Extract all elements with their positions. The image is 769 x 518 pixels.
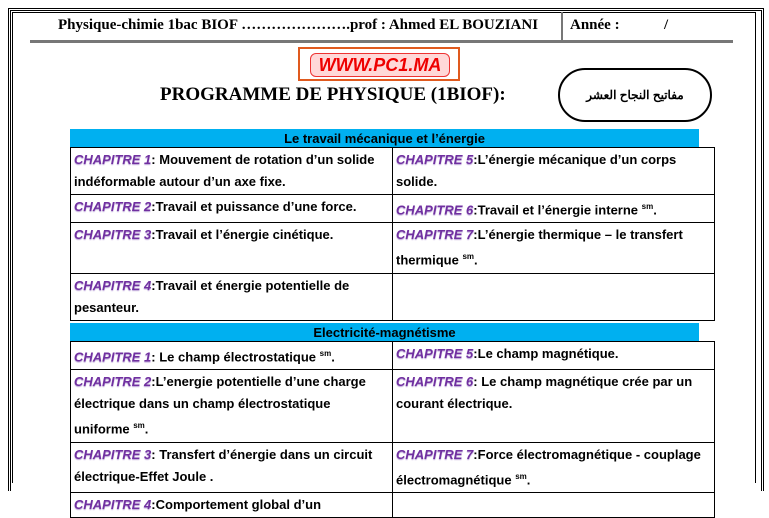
chapter-title: :Force électromagnétique - couplage électromagnétique bbox=[396, 446, 701, 487]
chapter-cell bbox=[393, 148, 715, 195]
chapter-title: :Comportement global d’un bbox=[151, 496, 322, 512]
chapter-cell bbox=[71, 342, 393, 370]
chapter-number: CHAPITRE 7 bbox=[396, 446, 474, 462]
chapter-cell bbox=[71, 148, 393, 195]
chapter-cell bbox=[393, 492, 715, 517]
chapter-title: :L’énergie mécanique d’un corps solide. bbox=[396, 152, 677, 189]
section-title: Le travail mécanique et l’énergie bbox=[70, 129, 699, 147]
chapter-title: :Travail et l’énergie cinétique. bbox=[151, 227, 334, 243]
table-row bbox=[71, 273, 715, 320]
chapter-cell bbox=[393, 223, 715, 273]
chapter-tag: sm bbox=[462, 252, 475, 262]
chapter-title: : Mouvement de rotation d’un solide indéformable autour d’un axe fixe. bbox=[74, 152, 375, 189]
chapter-cell bbox=[71, 370, 393, 442]
chapter-cell bbox=[393, 370, 715, 442]
chapter-cell bbox=[393, 195, 715, 223]
chapter-cell bbox=[71, 442, 393, 492]
table-row bbox=[71, 342, 715, 370]
chapter-title: :Travail et énergie potentielle de pesanteur. bbox=[74, 277, 350, 315]
chapters-table bbox=[70, 341, 715, 518]
chapter-cell bbox=[71, 492, 393, 517]
chapter-title: :Travail et l’énergie interne bbox=[473, 202, 642, 218]
header-course: Physique-chimie 1bac BIOF ………………….prof : Ahmed EL BOUZIANI bbox=[58, 17, 539, 33]
chapter-end: . bbox=[474, 252, 478, 268]
chapter-end: . bbox=[526, 471, 531, 487]
table-row bbox=[71, 370, 715, 442]
chapter-number: CHAPITRE 6 bbox=[396, 202, 474, 218]
chapter-number: CHAPITRE 3 bbox=[74, 227, 152, 243]
chapter-title: :Travail et puissance d’une force. bbox=[151, 199, 357, 214]
table-row bbox=[71, 492, 715, 517]
header-year-sep: / bbox=[664, 17, 669, 33]
table-row bbox=[71, 148, 715, 195]
chapter-number: CHAPITRE 2 bbox=[74, 374, 152, 390]
chapter-end: . bbox=[144, 421, 149, 437]
chapters-table bbox=[70, 147, 715, 321]
chapter-number: CHAPITRE 1 bbox=[74, 152, 152, 167]
chapter-title: :Le champ magnétique. bbox=[473, 346, 619, 361]
site-logo-text: WWW.PC1.MA bbox=[310, 53, 450, 77]
chapter-number: CHAPITRE 3 bbox=[74, 446, 152, 462]
chapter-cell bbox=[393, 442, 715, 492]
cloud-callout: مفاتيح النجاح العشر bbox=[558, 68, 712, 122]
header bbox=[30, 14, 733, 43]
chapter-cell bbox=[71, 273, 393, 320]
chapter-number: CHAPITRE 7 bbox=[396, 227, 474, 243]
chapter-cell bbox=[393, 273, 715, 320]
chapter-number: CHAPITRE 6 bbox=[396, 374, 474, 390]
chapter-title: : Transfert d’énergie dans un circuit électrique-Effet Joule . bbox=[74, 446, 373, 484]
chapter-title: : Le champ magnétique crée par un courant électrique. bbox=[396, 374, 693, 412]
chapter-cell bbox=[393, 342, 715, 370]
chapter-end: . bbox=[653, 202, 657, 218]
header-divider bbox=[561, 12, 563, 43]
chapter-cell bbox=[71, 223, 393, 273]
chapter-number: CHAPITRE 2 bbox=[74, 199, 152, 214]
chapter-number: CHAPITRE 5 bbox=[396, 152, 474, 167]
chapter-number: CHAPITRE 4 bbox=[74, 277, 152, 293]
table-row bbox=[71, 195, 715, 223]
page-title: PROGRAMME DE PHYSIQUE (1BIOF): bbox=[160, 84, 506, 105]
table-row bbox=[71, 223, 715, 273]
chapter-number: CHAPITRE 5 bbox=[396, 346, 474, 361]
chapter-cell bbox=[71, 195, 393, 223]
chapter-title: : Le champ électrostatique bbox=[151, 349, 320, 365]
chapter-tag: sm bbox=[641, 202, 654, 211]
chapter-number: CHAPITRE 1 bbox=[74, 349, 152, 365]
table-row bbox=[71, 442, 715, 492]
chapter-tag: sm bbox=[133, 421, 145, 431]
chapter-title: :L’energie potentielle d’une charge électrique dans un champ électrostatique uniforme bbox=[74, 374, 366, 437]
site-logo bbox=[298, 47, 460, 81]
section-title: Electricité-magnétisme bbox=[70, 323, 699, 341]
chapter-end: . bbox=[331, 349, 335, 365]
chapter-title: :L’énergie thermique – le transfert thermique bbox=[396, 227, 683, 268]
chapter-tag: sm bbox=[319, 349, 332, 358]
header-year-label: Année : bbox=[570, 17, 620, 33]
chapter-number: CHAPITRE 4 bbox=[74, 496, 152, 512]
chapter-tag: sm bbox=[515, 471, 527, 481]
